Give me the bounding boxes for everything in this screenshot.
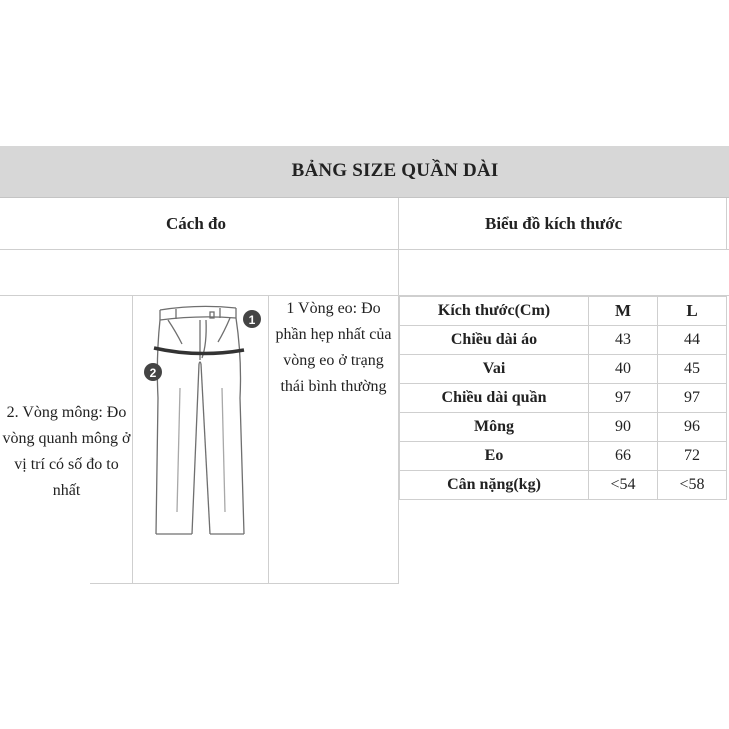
row-value-l: 97 — [658, 384, 727, 413]
row-value-m: 90 — [589, 413, 658, 442]
waist-instruction: 1 Vòng eo: Đo phần hẹp nhất của vòng eo ở trạng thái bình thường — [275, 300, 392, 395]
size-table — [399, 296, 727, 500]
hip-instruction: 2. Vòng mông: Đo vòng quanh mông ở vị trí có số đo to nhất — [2, 404, 131, 499]
marker-one: 1 — [248, 313, 256, 327]
divider-body-bottom — [90, 583, 399, 584]
table-header-m: M — [589, 297, 658, 326]
row-value-l: 72 — [658, 442, 727, 471]
table-row — [400, 413, 727, 442]
marker-two: 2 — [149, 366, 157, 380]
row-value-m: 66 — [589, 442, 658, 471]
row-label: Cân nặng(kg) — [400, 471, 589, 500]
row-label: Vai — [400, 355, 589, 384]
row-value-m: 43 — [589, 326, 658, 355]
row-label: Chiều dài áo — [400, 326, 589, 355]
row-value-l: <58 — [658, 471, 727, 500]
row-label: Eo — [400, 442, 589, 471]
table-header-label: Kích thước(Cm) — [400, 297, 589, 326]
table-row — [400, 326, 727, 355]
row-value-m: 97 — [589, 384, 658, 413]
chart-header: Biểu đồ kích thước — [485, 214, 623, 233]
row-label: Mông — [400, 413, 589, 442]
row-label: Chiều dài quần — [400, 384, 589, 413]
table-row — [400, 355, 727, 384]
chart-title: BẢNG SIZE QUẦN DÀI — [291, 160, 499, 181]
table-header-row — [400, 297, 727, 326]
row-value-l: 96 — [658, 413, 727, 442]
measure-header: Cách đo — [166, 214, 226, 233]
row-value-l: 44 — [658, 326, 727, 355]
divider-waist-col — [268, 296, 269, 584]
divider-right-edge — [726, 198, 727, 250]
row-value-l: 45 — [658, 355, 727, 384]
row-value-m: 40 — [589, 355, 658, 384]
table-header-l: L — [658, 297, 727, 326]
table-row — [400, 442, 727, 471]
row-value-m: <54 — [589, 471, 658, 500]
table-row — [400, 471, 727, 500]
pants-illustration — [140, 298, 268, 542]
table-row — [400, 384, 727, 413]
